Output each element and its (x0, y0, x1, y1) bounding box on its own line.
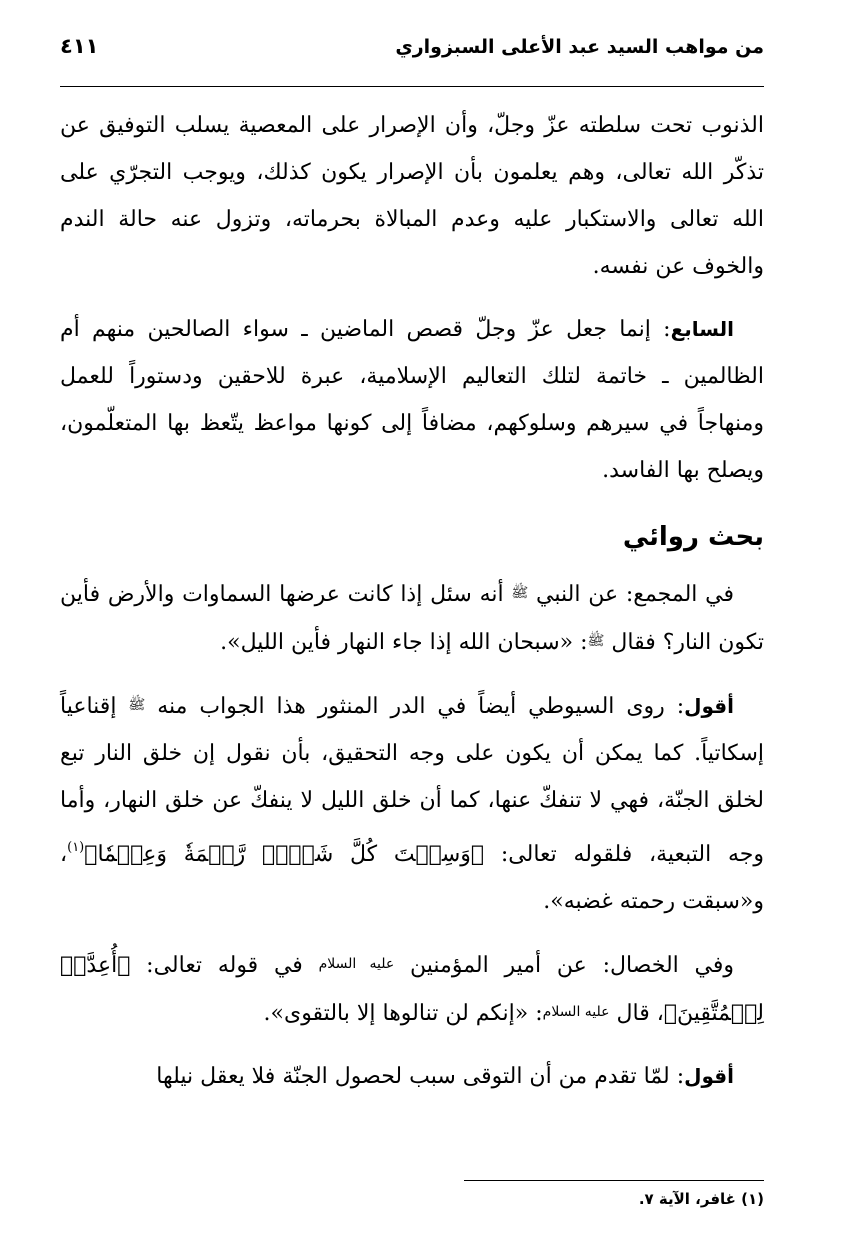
paragraph-2 (60, 306, 764, 494)
paragraph-4-text-c: ، و«سبقت رحمته غضبه». (60, 842, 764, 914)
paragraph-2-text: : إنما جعل عزّ وجلّ قصص الماضين ـ سواء الصالحين منهم أم الظالمين ـ خاتمة لتلك التعاليم الإسلامية، عبرة للاحقين ودستوراً للعمل ومنهاجاً في سيرهم وسلوكهم، مضافاً إلى كونها مواعظ يتّعظ بها المتعلّمون، ويصلح بها الفاسد. (60, 317, 764, 483)
paragraph-3-text-a: في المجمع: عن النبي (536, 582, 734, 607)
paragraph-5 (60, 941, 764, 1037)
paragraph-1 (60, 102, 764, 290)
paragraph-2-lead: السابع (670, 317, 734, 341)
paragraph-1-text: الذنوب تحت سلطته عزّ وجلّ، وأن الإصرار على المعصية يسلب التوفيق عن تذكّر الله تعالى، وهم يعلمون بأن الإصرار يكون كذلك، ويوجب التجرّي على الله تعالى والاستكبار عليه وعدم المبالاة بحرماته، وتزول عنه حالة الندم والخوف عن نفسه. (60, 113, 764, 279)
honorific-glyph: ﷺ (128, 697, 146, 713)
footnote-rule (464, 1180, 764, 1181)
running-title: من مواهب السيد عبد الأعلى السبزواري (395, 36, 764, 58)
body-text (60, 102, 764, 1100)
paragraph-6-text: : لمّا تقدم من أن التوقى سبب لحصول الجنّة فلا يعقل نيلها (156, 1064, 685, 1089)
page-number: ٤١١ (60, 34, 99, 58)
paragraph-4-text-b: إقناعياً إسكاتياً. كما يمكن أن يكون على وجه التحقيق، بأن نقول إن خلق النار تبع لخلق الجنّة، فهي لا تنفكّ عنها، كما أن خلق الليل لا ينفكّ عن خلق النهار، وأما وجه التبعية، فلقوله تعالى: ﴿وَسِعۡتَ كُلَّ شَيۡءٖ رَّحۡمَةٗ وَعِلۡمٗا﴾ (60, 694, 764, 867)
paragraph-3-text-b: أنه سئل إذا كانت عرضها السماوات والأرض فأين تكون النار؟ فقال (60, 582, 764, 655)
honorific-glyph: ﷺ (511, 585, 529, 601)
honorific-glyph: عليه السلام (542, 1004, 610, 1020)
footnote: (١) غافر، الآية ٧. (638, 1190, 764, 1208)
header-rule (60, 86, 764, 87)
paragraph-3-text-c: : «سبحان الله إذا جاء النهار فأين الليل». (220, 630, 588, 655)
footnote-reference: (١) (67, 840, 85, 855)
document-page (60, 22, 764, 1232)
paragraph-3 (60, 570, 764, 666)
paragraph-4-text-a: : روى السيوطي أيضاً في الدر المنثور هذا الجواب منه (157, 694, 685, 719)
paragraph-5-text-c: : «إنكم لن تنالوها إلا بالتقوى». (263, 1001, 543, 1026)
honorific-glyph: ﷺ (587, 633, 605, 649)
honorific-glyph: عليه السلام (318, 956, 395, 972)
paragraph-6 (60, 1053, 764, 1100)
section-heading: بحث روائي (622, 522, 764, 552)
running-header (60, 36, 764, 76)
paragraph-6-lead: أقول (684, 1064, 734, 1088)
paragraph-5-text-a: وفي الخصال: عن أمير المؤمنين (410, 953, 735, 978)
paragraph-4-lead: أقول (684, 694, 734, 718)
paragraph-4 (60, 682, 764, 925)
paragraph-5-text-b: في قوله تعالى: ﴿أُعِدَّتۡ لِلۡمُتَّقِينَ﴾، قال (60, 953, 764, 1026)
